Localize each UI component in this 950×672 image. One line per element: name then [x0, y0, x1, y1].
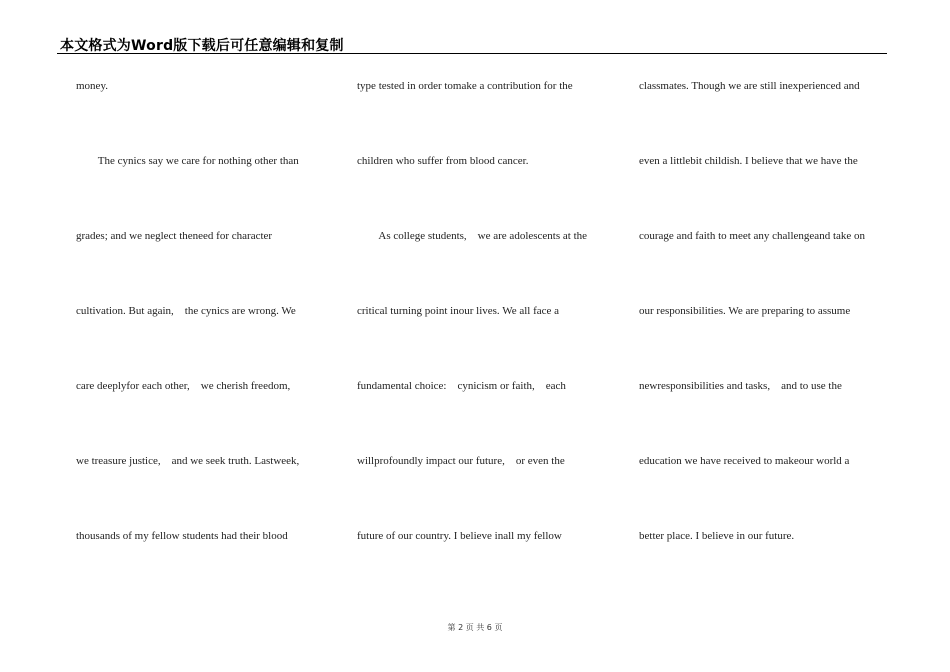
header-divider [57, 53, 887, 54]
text-line: fundamental choice: cynicism or faith, each [357, 380, 566, 392]
text-line: classmates. Though we are still inexperienced and [639, 80, 860, 92]
text-line: willprofoundly impact our future, or even the [357, 455, 565, 467]
text-line: better place. I believe in our future. [639, 530, 795, 542]
text-line: care deeplyfor each other, we cherish freedom, [76, 380, 291, 392]
text-line: education we have received to makeour world a [639, 455, 850, 467]
text-line: The cynics say we care for nothing other than [76, 155, 299, 167]
document-header-title: 本文格式为Word版下载后可任意编辑和复制 [60, 38, 344, 54]
text-column-1 [76, 79, 321, 604]
text-line: our responsibilities. We are preparing to assume [639, 305, 851, 317]
text-line: money. [76, 80, 108, 92]
text-line: grades; and we neglect theneed for character [76, 230, 273, 242]
text-line: future of our country. I believe inall my fellow [357, 530, 562, 542]
text-line: critical turning point inour lives. We all face a [357, 305, 560, 317]
text-line: courage and faith to meet any challengeand take on [639, 230, 866, 242]
text-line: cultivation. But again, the cynics are wrong. We [76, 305, 296, 317]
text-column-3 [639, 79, 889, 604]
page-number-footer: 第 2 页 共 6 页 [447, 623, 503, 632]
text-line: we treasure justice, and we seek truth. Lastweek, [76, 455, 300, 467]
text-line: As college students, we are adolescents at the [357, 230, 588, 242]
text-column-2 [357, 79, 602, 604]
text-line: type tested in order tomake a contribution for the [357, 80, 573, 92]
text-line: children who suffer from blood cancer. [357, 155, 529, 167]
text-line: newresponsibilities and tasks, and to use the [639, 380, 842, 392]
text-line: thousands of my fellow students had their blood [76, 530, 288, 542]
text-line: even a littlebit childish. I believe that we have the [639, 155, 858, 167]
